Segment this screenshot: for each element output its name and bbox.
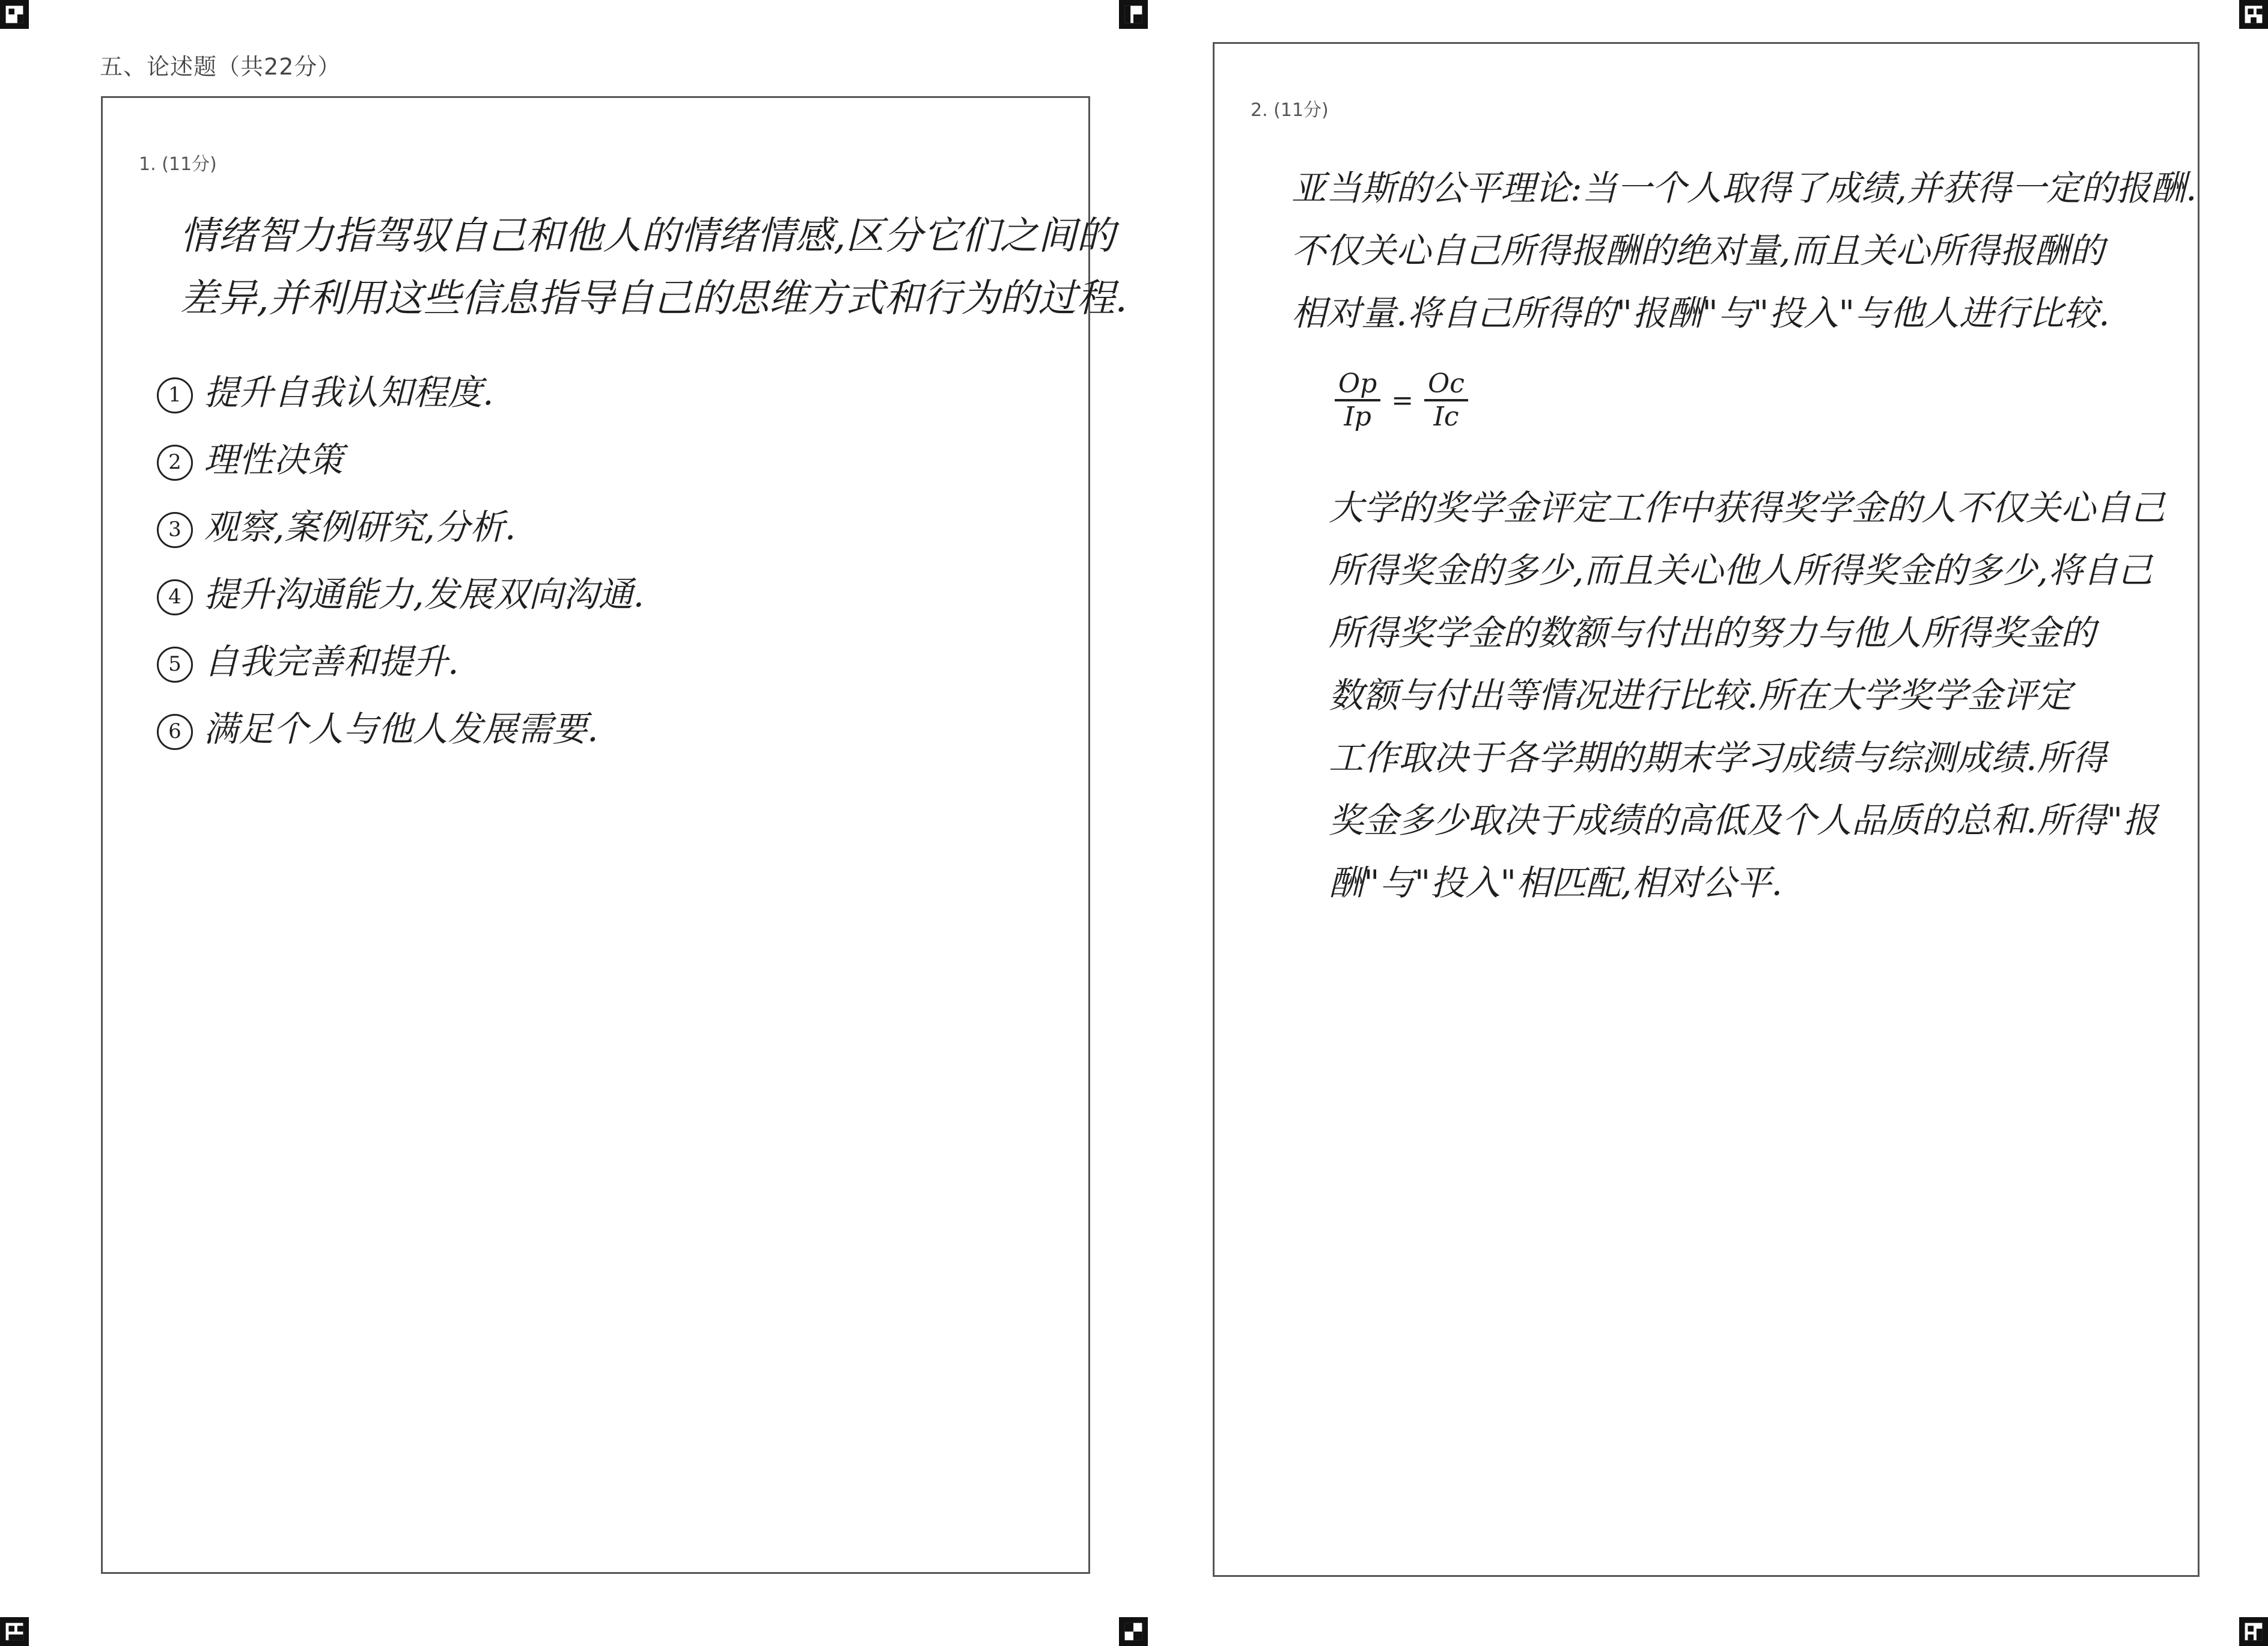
corner-marker-bottom-right (2239, 1617, 2268, 1646)
item-text: 提升自我认知程度. (204, 372, 494, 413)
item-text: 满足个人与他人发展需要. (204, 709, 599, 749)
answer-line: 奖金多少取决于成绩的高低及个人品质的总和.所得"报 (1329, 800, 2158, 841)
item-number: 5 (157, 647, 193, 683)
section-title: 五、论述题（共22分） (100, 53, 341, 80)
list-item (157, 632, 644, 699)
question-1-intro (180, 206, 1127, 331)
item-text: 观察,案例研究,分析. (204, 507, 516, 547)
list-item (157, 699, 644, 766)
corner-marker-top-left (0, 0, 29, 29)
item-number: 6 (157, 714, 193, 750)
corner-marker-bottom-center (1119, 1617, 1148, 1646)
equity-formula (1335, 368, 1468, 432)
answer-box-question-2 (1213, 42, 2199, 1577)
list-item (157, 497, 644, 564)
answer-line: 数额与付出等情况进行比较.所在大学奖学金评定 (1329, 675, 2072, 716)
item-number: 4 (157, 579, 193, 615)
answer-line: 所得奖金的多少,而且关心他人所得奖金的多少,将自己 (1329, 550, 2153, 591)
item-text: 理性决策 (204, 439, 344, 480)
list-item (157, 430, 644, 497)
corner-marker-top-center (1119, 0, 1148, 29)
item-number: 2 (157, 445, 193, 481)
item-text: 自我完善和提升. (204, 641, 459, 682)
question-2-label: 2. (11分) (1251, 100, 1329, 121)
item-text: 提升沟通能力,发展双向沟通. (204, 574, 644, 615)
answer-line: 大学的奖学金评定工作中获得奖学金的人不仅关心自己 (1329, 487, 2166, 528)
question-2-theory (1291, 158, 2196, 346)
formula-right-denominator: Ic (1433, 401, 1459, 432)
answer-line: 情绪智力指驾驭自己和他人的情绪情感,区分它们之间的 (180, 214, 1115, 258)
list-item (157, 564, 644, 632)
formula-equals: = (1391, 385, 1414, 416)
question-2-example (1329, 477, 2165, 914)
answer-line: 差异,并利用这些信息指导自己的思维方式和行为的过程. (180, 276, 1127, 321)
formula-left-numerator: Op (1335, 368, 1380, 401)
formula-right-numerator: Oc (1424, 368, 1468, 401)
item-number: 3 (157, 512, 193, 548)
corner-marker-bottom-left (0, 1617, 29, 1646)
answer-line: 工作取决于各学期的期末学习成绩与综测成绩.所得 (1329, 737, 2107, 778)
question-1-label: 1. (11分) (139, 154, 217, 175)
corner-marker-top-right (2239, 0, 2268, 29)
answer-line: 所得奖学金的数额与付出的努力与他人所得奖金的 (1329, 612, 2096, 653)
item-number: 1 (157, 377, 193, 413)
answer-line: 酬"与"投入"相匹配,相对公平. (1329, 862, 1782, 903)
answer-box-question-1 (101, 96, 1127, 1574)
answer-line: 亚当斯的公平理论:当一个人取得了成绩,并获得一定的报酬. (1291, 168, 2197, 209)
answer-line: 相对量.将自己所得的"报酬"与"投入"与他人进行比较. (1291, 293, 2110, 334)
question-1-list (157, 362, 644, 766)
answer-line: 不仅关心自己所得报酬的绝对量,而且关心所得报酬的 (1291, 230, 2105, 271)
formula-left-denominator: Ip (1344, 401, 1371, 432)
list-item (157, 362, 644, 430)
